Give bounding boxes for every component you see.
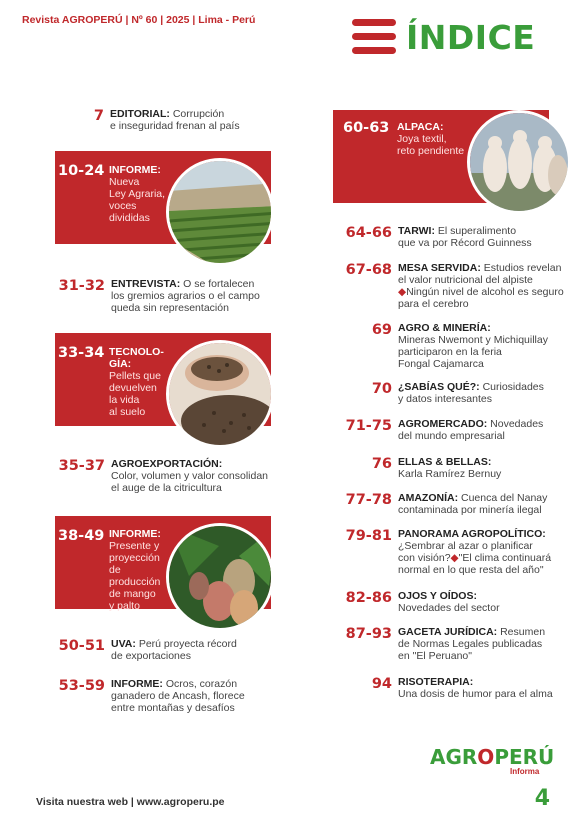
farmland-photo [166, 158, 274, 266]
page-range: 79-81 [345, 528, 392, 544]
entry-desc: Novedades del sector [398, 602, 500, 614]
entry-desc: El superalimento [437, 225, 517, 237]
page-range: 60-63 [343, 120, 390, 136]
entry-desc: Ley Agraria, [109, 188, 166, 200]
entry-desc: en "El Peruano" [398, 650, 473, 662]
entry-desc: de [109, 564, 121, 576]
entry-text [111, 458, 268, 494]
entry-title: RISOTERAPIA: [398, 676, 474, 688]
entry-desc: normal en lo que resta del año" [398, 564, 544, 576]
page-range: 64-66 [345, 225, 392, 241]
diamond-bullet-icon: ◆ [450, 552, 459, 564]
toc-entry-agro-mineria[interactable] [340, 322, 548, 370]
entry-text [398, 262, 564, 310]
entry-desc: Joya textil, [397, 133, 447, 145]
logo-text: AGR [430, 745, 478, 769]
entry-desc: e inseguridad frenan al país [110, 120, 240, 132]
page-range: 67-68 [345, 262, 392, 278]
toc-entry-uva[interactable] [57, 638, 237, 662]
toc-entry-entrevista[interactable] [57, 278, 260, 314]
page-range: 38-49 [58, 528, 105, 544]
entry-desc: Ocros, corazón [165, 678, 238, 690]
toc-entry-agromercado[interactable] [340, 418, 543, 442]
entry-desc: proyección [109, 552, 160, 564]
entry-text [398, 225, 532, 249]
agroperu-logo [430, 745, 555, 776]
entry-desc: queda sin representación [111, 302, 229, 314]
toc-entry-agroexportacion[interactable] [57, 458, 268, 494]
entry-text [398, 322, 548, 370]
entry-title: PANORAMA AGROPOLÍTICO: [398, 528, 546, 540]
toc-entry-editorial[interactable] [60, 108, 240, 132]
entry-title: GÍA: [109, 358, 132, 370]
page-range: 53-59 [58, 678, 105, 694]
page-range: 50-51 [58, 638, 105, 654]
toc-entry-informe-ocros[interactable] [57, 678, 245, 714]
entry-desc: al suelo [109, 406, 146, 418]
entry-desc: devuelven [109, 382, 157, 394]
entry-desc: Fongal Cajamarca [398, 358, 484, 370]
entry-desc: para el cerebro [398, 298, 469, 310]
entry-title: AGRO & MINERÍA: [398, 322, 491, 334]
entry-text [398, 528, 551, 576]
entry-title: ALPACA: [397, 121, 444, 133]
entry-title: TARWI: [398, 225, 435, 237]
entry-desc: ganadero de Ancash, florece [111, 690, 245, 702]
entry-desc: Mineras Nwemont y Michiquillay [398, 334, 548, 346]
page-range: 69 [371, 322, 392, 338]
entry-desc: Karla Ramírez Bernuy [398, 468, 502, 480]
entry-title: ENTREVISTA: [111, 278, 181, 290]
diamond-bullet-icon: ◆ [398, 286, 407, 298]
entry-desc: "El clima continuará [458, 552, 552, 564]
toc-entry-risoterapia[interactable] [340, 676, 553, 700]
pellets-photo [166, 340, 274, 448]
entry-title: ¿SABÍAS QUÉ?: [398, 381, 480, 393]
page-range: 82-86 [345, 590, 392, 606]
entry-desc: del mundo empresarial [398, 430, 505, 442]
entry-desc: O se fortalecen [183, 278, 255, 290]
entry-text [111, 278, 260, 314]
entry-desc: los gremios agrarios o el campo [111, 290, 260, 302]
entry-desc: Novedades [490, 418, 544, 430]
entry-text [398, 492, 547, 516]
entry-title: INFORME: [109, 164, 161, 176]
toc-entry-sabias-que[interactable] [340, 381, 544, 405]
index-title: ÍNDICE [406, 17, 536, 57]
entry-desc: con visión? [398, 552, 451, 564]
entry-desc: voces [109, 200, 137, 212]
entry-title: AMAZONÍA: [398, 492, 459, 504]
entry-text [109, 528, 161, 612]
entry-text [109, 164, 165, 224]
entry-desc: participaron en la feria [398, 346, 502, 358]
entry-text [398, 456, 501, 480]
entry-title: EDITORIAL: [110, 108, 170, 120]
page-range: 71-75 [345, 418, 392, 434]
entry-text [109, 346, 164, 418]
page-range: 35-37 [58, 458, 105, 474]
entry-desc: divididas [109, 212, 150, 224]
entry-title: AGROEXPORTACIÓN: [111, 458, 223, 470]
entry-desc: de exportaciones [111, 650, 191, 662]
entry-desc: contaminada por minería ilegal [398, 504, 542, 516]
page-range: 7 [93, 108, 104, 124]
entry-title: UVA: [111, 638, 136, 650]
page-range: 87-93 [345, 626, 392, 642]
entry-desc: Corrupción [172, 108, 225, 120]
entry-desc: reto pendiente [397, 145, 465, 157]
entry-desc: Pellets que [109, 370, 161, 382]
entry-title: ELLAS & BELLAS: [398, 456, 492, 468]
page-range: 70 [371, 381, 392, 397]
entry-text [398, 626, 545, 662]
toc-entry-amazonia[interactable] [340, 492, 547, 516]
entry-title: GACETA JURÍDICA: [398, 626, 498, 638]
logo-tagline: Informa [510, 767, 540, 776]
alpaca-photo [467, 110, 571, 214]
entry-desc: de mango [109, 588, 156, 600]
entry-desc: y datos interesantes [398, 393, 492, 405]
entry-desc: Ningún nivel de alcohol es seguro [406, 286, 564, 298]
toc-entry-tarwi[interactable] [340, 225, 532, 249]
entry-desc: Estudios revelan [483, 262, 562, 274]
list-icon [352, 16, 400, 58]
entry-desc: producción [109, 576, 161, 588]
entry-title: AGROMERCADO: [398, 418, 488, 430]
entry-desc: entre montañas y desafíos [111, 702, 235, 714]
entry-desc: Resumen [500, 626, 546, 638]
entry-text [398, 418, 543, 442]
entry-title: OJOS Y OÍDOS: [398, 590, 477, 602]
masthead: Revista AGROPERÚ | Nº 60 | 2025 | Lima - Perú [22, 14, 256, 26]
entry-desc: Cuenca del Nanay [461, 492, 548, 504]
toc-entry-mesa-servida[interactable] [340, 262, 564, 310]
entry-desc: que va por Récord Guinness [398, 237, 532, 249]
entry-desc: Presente y [109, 540, 160, 552]
entry-desc: Color, volumen y valor consolidan [111, 470, 268, 482]
toc-entry-ojos-oidos[interactable] [340, 590, 500, 614]
entry-desc: ¿Sembrar al azar o planificar [398, 540, 533, 552]
entry-title: INFORME: [109, 528, 161, 540]
index-header [352, 16, 535, 58]
page-number: 4 [534, 786, 550, 811]
entry-title: TECNOLO- [109, 346, 164, 358]
entry-text [398, 676, 553, 700]
page-range: 10-24 [58, 163, 105, 179]
page-range: 77-78 [345, 492, 392, 508]
footer-website: Visita nuestra web | www.agroperu.pe [36, 796, 225, 808]
mango-photo [166, 523, 274, 631]
entry-desc: Perú proyecta récord [138, 638, 237, 650]
logo-text: O [477, 745, 495, 769]
page-range: 94 [371, 676, 392, 692]
entry-desc: y palto [109, 600, 140, 612]
toc-entry-ellas-bellas[interactable] [340, 456, 501, 480]
logo-text: PERÚ [494, 745, 555, 769]
toc-entry-panorama-agropolitico[interactable] [340, 528, 551, 576]
entry-desc: el auge de la citricultura [111, 482, 222, 494]
entry-desc: de Normas Legales publicadas [398, 638, 543, 650]
entry-text [111, 678, 245, 714]
entry-text [397, 121, 464, 157]
entry-desc: Una dosis de humor para el alma [398, 688, 553, 700]
entry-desc: la vida [109, 394, 140, 406]
entry-desc: Curiosidades [482, 381, 544, 393]
entry-text [398, 381, 544, 405]
page-range: 31-32 [58, 278, 105, 294]
page-range: 33-34 [58, 345, 105, 361]
entry-text [111, 638, 237, 662]
page-range: 76 [371, 456, 392, 472]
entry-text [110, 108, 240, 132]
entry-desc: Nueva [109, 176, 140, 188]
toc-entry-gaceta-juridica[interactable] [340, 626, 545, 662]
entry-text [398, 590, 500, 614]
entry-title: MESA SERVIDA: [398, 262, 481, 274]
entry-title: INFORME: [111, 678, 163, 690]
entry-desc: el valor nutricional del alpiste [398, 274, 533, 286]
